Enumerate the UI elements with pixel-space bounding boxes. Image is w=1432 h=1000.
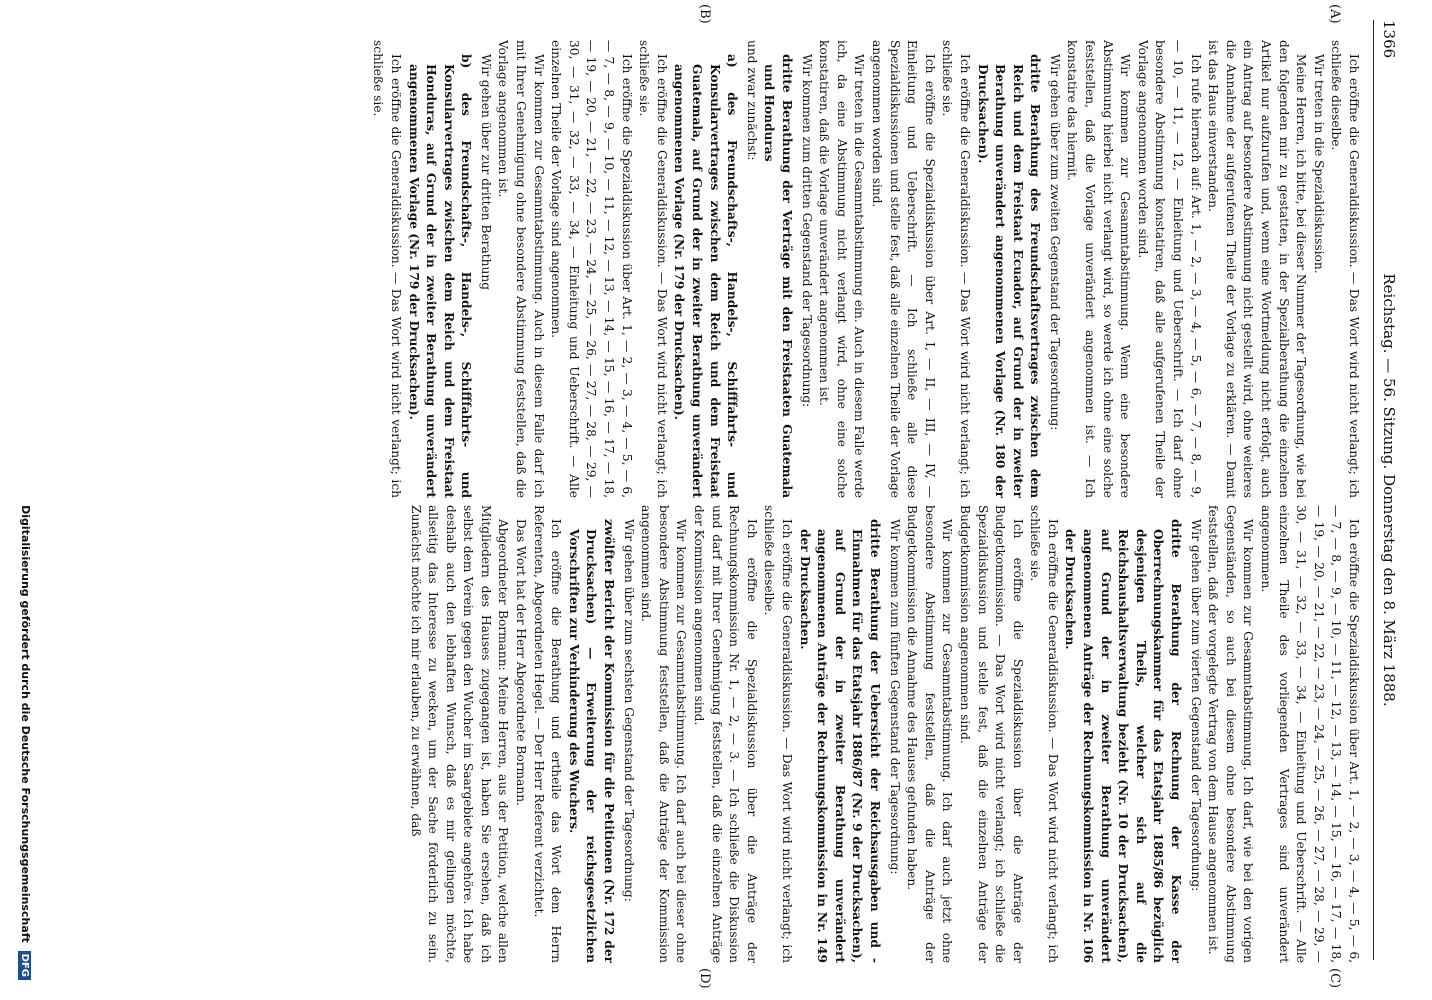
- agenda-heading: dritte Berathung des Freundschaftsvertrages zwischen dem Reich und dem Freistaat Ecuador, auf Grund der in zweiter Berathung unverändert angenommenen Vorlage (Nr. 180 der Drucksachen).: [975, 54, 1043, 498]
- paragraph: Ich eröffne die Spezialdiskussion über Art. I, — II, — III, — IV, — Einleitung und Ueberschrift. — Ich schließe alle diese Spezialdiskussionen und stelle fest, daß alle einzelnen Theile der Vorlage angenommen worden sind.: [869, 40, 937, 498]
- margin-mark-c: (C): [1327, 968, 1342, 989]
- agenda-heading: b) des Freundschafts-, Handels-, Schifffahrts- und Konsularvertrages zwischen dem Reich und dem Freistaat Honduras, auf Grund der in zweiter Berathung unverändert angenommenen Vorlage (Nr. 179 der Drucksachen).: [406, 54, 474, 498]
- page-title: Reichstag. — 56. Sitzung. Donnerstag den 8. März 1888.: [1380, 273, 1398, 707]
- paragraph: Ich eröffne die Spezialdiskussion über die Anträge der Budgetkommission. — Das Wort wird nicht verlangt; ich schließe die Spezialdiskussion und stelle fest, daß die einzelnen Anträge der Budgetkommission angenommen sind.: [957, 505, 1025, 963]
- page-header: [1373, 20, 1400, 960]
- agenda-heading: dritte Berathung der Verträge mit den Freistaaten Guatemala und Honduras: [762, 54, 794, 498]
- paragraph: Ich eröffne die Generaldiskussion. — Das Wort wird nicht verlangt; ich schließe dieselbe.: [762, 505, 794, 963]
- paragraph: Wir kommen zur Gesammtabstimmung. Ich darf auch bei dieser ohne besondere Abstimmung feststellen, daß die Anträge der Kommission angenommen sind.: [639, 505, 689, 963]
- paragraph: Ich eröffne die Generaldiskussion. — Das Wort wird nicht verlangt; ich schließe sie.: [1028, 505, 1060, 963]
- agenda-heading: dritte Berathung der Rechnung der Kasse der Oberrechnungskammer für das Etatsjahr 1885/86 bezüglich desjenigen Theils, welcher sich auf die Reichshaushaltsverwaltung bezieht (Nr. 10 der Drucksachen), auf Grund der in zweiter Berathung unverändert angenommenen Anträge der Rechnungskommission in Nr. 106 der Drucksachen.: [1063, 519, 1184, 963]
- paragraph: Wir kommen zur Gesammtabstimmung. Wenn eine besondere Abstimmung hierbei nicht verlangt wird, so werde ich ohne eine solche feststellen, daß die Vorlage unverändert angenommen ist. — Ich konstatire das hiermit.: [1065, 40, 1133, 498]
- paragraph: Ich eröffne die Generaldiskussion. — Das Wort wird nicht verlangt; ich schließe dieselbe.: [1329, 40, 1361, 498]
- margin-mark-a: (A): [1327, 4, 1342, 24]
- paragraph: Meine Herren, ich bitte, bei dieser Nummer der Tagesordnung, wie bei den folgenden mir zu gestatten, in der Spezialberathung die einzelnen Artikel nur aufzurufen und, wenn eine Wortmeldung nicht erfolgt, auch ein Antrag auf besondere Abstimmung nicht gestellt wird, ohne weiteres die Annahme der aufgerufenen Theile der Vorlage zu erklären. — Damit ist das Haus einverstanden.: [1206, 40, 1309, 498]
- paragraph: Das Wort hat der Herr Abgeordnete Bormann.: [514, 519, 529, 806]
- agenda-heading: dritte Berathung der Uebersicht der Reichsausgaben und -Einnahmen für das Etatsjahr 1886/87 (Nr. 9 der Drucksachen), auf Grund der in zweiter Berathung unverändert angenommenen Anträge der Rechnungskommission in Nr. 149 der Drucksachen.: [797, 519, 882, 963]
- paragraph: Wir gehen über zum vierten Gegenstand der Tagesordnung:: [1188, 519, 1203, 892]
- paragraph: Wir kommen zur Gesammtabstimmung. Auch in diesem Falle darf ich mit Ihrer Genehmigung ohne besondere Abstimmung feststellen, daß die Vorlage angenommen ist.: [496, 40, 546, 498]
- agenda-heading: zwölfter Bericht der Kommission für die Petitionen (Nr. 172 der Drucksachen) — Erweiterung der reichsgesetzlichen Vorschriften zur Verhinderung des Wuchers.: [566, 519, 617, 963]
- page-number: 1366: [1380, 20, 1398, 59]
- paragraph: Ich eröffne die Generaldiskussion. — Das Wort wird nicht verlangt; ich schließe sie.: [637, 40, 669, 498]
- agenda-heading: a) des Freundschafts-, Handels-, Schifffahrts- und Konsularvertrages zwischen dem Reich und dem Freistaat Guatemala, auf Grund der in zweiter Berathung unverändert angenommenen Vorlage (Nr. 179 der Drucksachen).: [672, 54, 740, 498]
- footer-credit: [18, 20, 32, 980]
- credit-text: Digitalisierung gefördert durch die Deutsche Forschungsgemeinschaft: [19, 505, 32, 943]
- paragraph: Ich eröffne die Spezialdiskussion über Art. 1, — 2, — 3, — 4, — 5, — 6, — 7, — 8, — 9, — 10, — 11, — 12, — 13, — 14, — 15, — 16, — 17, — 18, — 19, — 20, — 21, — 22, — 23, — 24, — 25, — 26, — 27, — 28, — 29, — 30, — 31, — 32, — 33, — 34, — Einleitung und Ueberschrift. — Alle einzelnen Theile des vorliegenden Vertrages sind unverändert angenommen.: [1259, 505, 1361, 963]
- paragraph: Ich eröffne die Generaldiskussion. — Das Wort wird nicht verlangt; ich schließe sie.: [940, 40, 972, 498]
- paragraph: und zwar zunächst:: [744, 40, 759, 161]
- paragraph: Ich eröffne die Spezialdiskussion über die Anträge der Rechnungskommission Nr. 1, — 2, — 3. — Ich schließe die Diskussion und darf mit Ihrer Genehmigung feststellen, daß die einzelnen Anträge der Kommission angenommen sind.: [692, 505, 759, 963]
- paragraph: Wir gehen über zur dritten Berathung: [478, 54, 493, 291]
- paragraph: Wir treten in die Spezialdiskussion.: [1311, 54, 1326, 274]
- dfg-logo: DFG: [18, 951, 31, 980]
- paragraph: Wir kommen zur Gesammtabstimmung. Ich darf, wie bei den vorigen Gegenständen, so auch bei diesem ohne besondere Abstimmung feststellen, daß der vorgelegte Vertrag von dem Hause angenommen ist.: [1206, 505, 1256, 963]
- paragraph: Ich eröffne die Generaldiskussion. — Das Wort wird nicht verlangt; ich schließe sie.: [371, 40, 403, 498]
- paragraph: Ich rufe hiernach auf: Art. 1, — 2, — 3, — 4, — 5, — 6, — 7, — 8, — 9, — 10, — 11, — 12, — Einleitung und Ueberschrift. — Ich darf ohne besondere Abstimmung konstatiren, daß alle aufgerufenen Theile der Vorlage angenommen worden sind.: [1135, 40, 1203, 498]
- right-column: [406, 505, 1362, 963]
- paragraph: Wir gehen über zum zweiten Gegenstand der Tagesordnung:: [1047, 54, 1062, 431]
- paragraph: Abgeordneter Bormann: Meine Herren, aus der Petition, welche allen Mitgliedern des Hauses zugegangen ist, haben Sie ersehen, daß ich selbst dem Verein gegen den Wucher im Saargebiete angehöre. Ich habe deshalb auch den lebhaften Wunsch, daß es mir gelingen möchte, allseitig das Interesse zu wecken, um der Sache förderlich zu sein. Zunächst möchte ich mir erlauben, zu erwähnen, daß: [408, 505, 511, 963]
- paragraph: Wir kommen zur Gesammtabstimmung. Ich darf auch jetzt ohne besondere Abstimmung feststellen, daß die Anträge der Budgetkommission die Annahme des Hauses gefunden haben.: [905, 505, 955, 963]
- paragraph: Wir kommen zum fünften Gegenstand der Tagesordnung:: [887, 519, 902, 875]
- margin-mark-b: (B): [697, 4, 712, 24]
- margin-mark-d: (D): [697, 968, 712, 989]
- left-column: [369, 40, 1362, 498]
- paragraph: Ich eröffne die Berathung und ertheile das Wort dem Herrn Referenten, Abgeordneten Hegel. — Der Herr Referent verzichtet.: [531, 505, 564, 963]
- paragraph: Wir kommen zum dritten Gegenstand der Tagesordnung:: [799, 54, 814, 408]
- paragraph: Ich eröffne die Spezialdiskussion über Art. 1, — 2, — 3, — 4, — 5, — 6, — 7, — 8, — 9, — 10, — 11, — 12, — 13, — 14, — 15, — 16, — 17, — 18, — 19, — 20, — 21, — 22, — 23, — 24, — 25, — 26, — 27, — 28, — 29, — 30, — 31, — 32, — 33, — 34, — Einleitung und Ueberschrift. — Alle einzelnen Theile der Vorlage sind angenommen.: [549, 40, 634, 498]
- paragraph: Wir gehen über zum sechsten Gegenstand der Tagesordnung:: [621, 519, 636, 902]
- paragraph: Wir treten in die Gesammtabstimmung ein. Auch in diesem Falle werde ich, da eine Abstimmung nicht verlangt wird, ohne eine solche konstatiren, daß die Vorlage unverändert angenommen ist.: [817, 40, 867, 498]
